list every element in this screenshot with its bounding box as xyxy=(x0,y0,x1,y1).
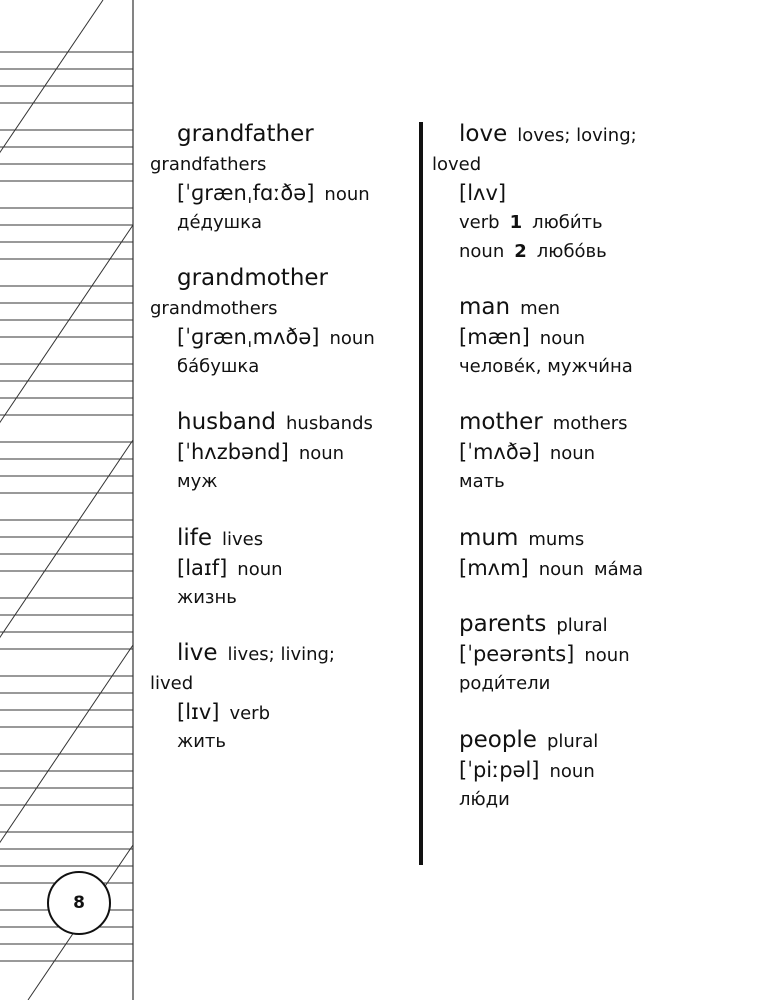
part-of-speech: noun xyxy=(549,443,596,464)
translation: жизнь xyxy=(177,587,237,608)
translation: ба́бушка xyxy=(177,356,260,377)
headword: man xyxy=(459,294,511,320)
transcription: [ˈɡrænˌfɑːðə] xyxy=(177,181,315,205)
inflected-forms: lives; living; xyxy=(227,644,335,665)
part-of-speech: noun xyxy=(237,559,283,580)
column-divider xyxy=(419,122,423,865)
sense-number: 2 xyxy=(514,241,527,262)
translation: люби́ть xyxy=(532,212,603,233)
transcription: [mʌm] xyxy=(459,556,529,580)
entry-love xyxy=(432,119,694,266)
entry-man xyxy=(432,292,694,381)
headword: life xyxy=(177,525,213,551)
part-of-speech: noun xyxy=(298,443,345,464)
part-of-speech: noun xyxy=(549,761,595,782)
headword: husband xyxy=(177,409,277,435)
transcription: [ˈhʌzbənd] xyxy=(177,440,289,464)
margin-rules xyxy=(0,52,133,961)
entry-life xyxy=(150,523,412,612)
headword: love xyxy=(459,121,508,147)
forms-continued: loved xyxy=(432,154,482,175)
entry-live xyxy=(150,638,412,756)
translation: челове́к, мужчи́на xyxy=(459,356,633,377)
headword: mother xyxy=(459,409,543,435)
transcription: [mæn] xyxy=(459,325,530,349)
forms-continued: grandfathers xyxy=(150,154,267,175)
part-of-speech: noun xyxy=(459,241,505,262)
sense-1 xyxy=(432,208,694,237)
sense-2 xyxy=(432,237,694,266)
translation: любо́вь xyxy=(536,241,607,262)
entry-grandfather xyxy=(150,119,412,237)
entry-husband xyxy=(150,407,412,496)
part-of-speech: verb xyxy=(459,212,500,233)
entry-grandmother xyxy=(150,263,412,381)
transcription: [laɪf] xyxy=(177,556,228,580)
inflected-forms: loves; loving; xyxy=(517,125,637,146)
headword: grandfather xyxy=(177,121,314,147)
translation: роди́тели xyxy=(459,673,551,694)
inflected-forms: mothers xyxy=(552,413,628,434)
translation: лю́ди xyxy=(459,789,510,810)
part-of-speech: noun xyxy=(584,645,630,666)
inflected-forms: plural xyxy=(556,615,608,636)
inflected-forms: men xyxy=(520,298,561,319)
forms-continued: lived xyxy=(150,673,194,694)
entry-mother xyxy=(432,407,694,496)
entry-people xyxy=(432,725,694,814)
translation: ма́ма xyxy=(593,559,644,580)
inflected-forms: lives xyxy=(222,529,264,550)
transcription: [ˈpeərənts] xyxy=(459,642,575,666)
transcription: [lʌv] xyxy=(459,181,507,205)
headword: parents xyxy=(459,611,547,637)
forms-continued: grandmothers xyxy=(150,298,278,319)
page-number xyxy=(47,871,111,935)
translation: муж xyxy=(177,471,218,492)
inflected-forms: plural xyxy=(546,731,599,752)
inflected-forms: mums xyxy=(528,529,585,550)
translation: жить xyxy=(177,731,227,752)
part-of-speech: noun xyxy=(539,328,586,349)
inflected-forms: husbands xyxy=(286,413,373,434)
translation: мать xyxy=(459,471,505,492)
headword: grandmother xyxy=(177,265,329,291)
margin-diagonals xyxy=(0,0,133,1000)
entry-mum xyxy=(432,523,694,583)
part-of-speech: noun xyxy=(329,328,375,349)
transcription: [lɪv] xyxy=(177,700,220,724)
transcription: [ˈɡrænˌmʌðə] xyxy=(177,325,320,349)
part-of-speech: verb xyxy=(229,703,271,724)
headword: live xyxy=(177,640,218,666)
transcription: [ˈmʌðə] xyxy=(459,440,540,464)
translation: де́душка xyxy=(177,212,262,233)
headword: people xyxy=(459,727,537,753)
sense-number: 1 xyxy=(509,212,523,233)
part-of-speech: noun xyxy=(538,559,584,580)
page-number-text: 8 xyxy=(73,893,85,913)
entry-parents xyxy=(432,609,694,698)
transcription: [ˈpiːpəl] xyxy=(459,758,540,782)
part-of-speech: noun xyxy=(324,184,370,205)
headword: mum xyxy=(459,525,519,551)
